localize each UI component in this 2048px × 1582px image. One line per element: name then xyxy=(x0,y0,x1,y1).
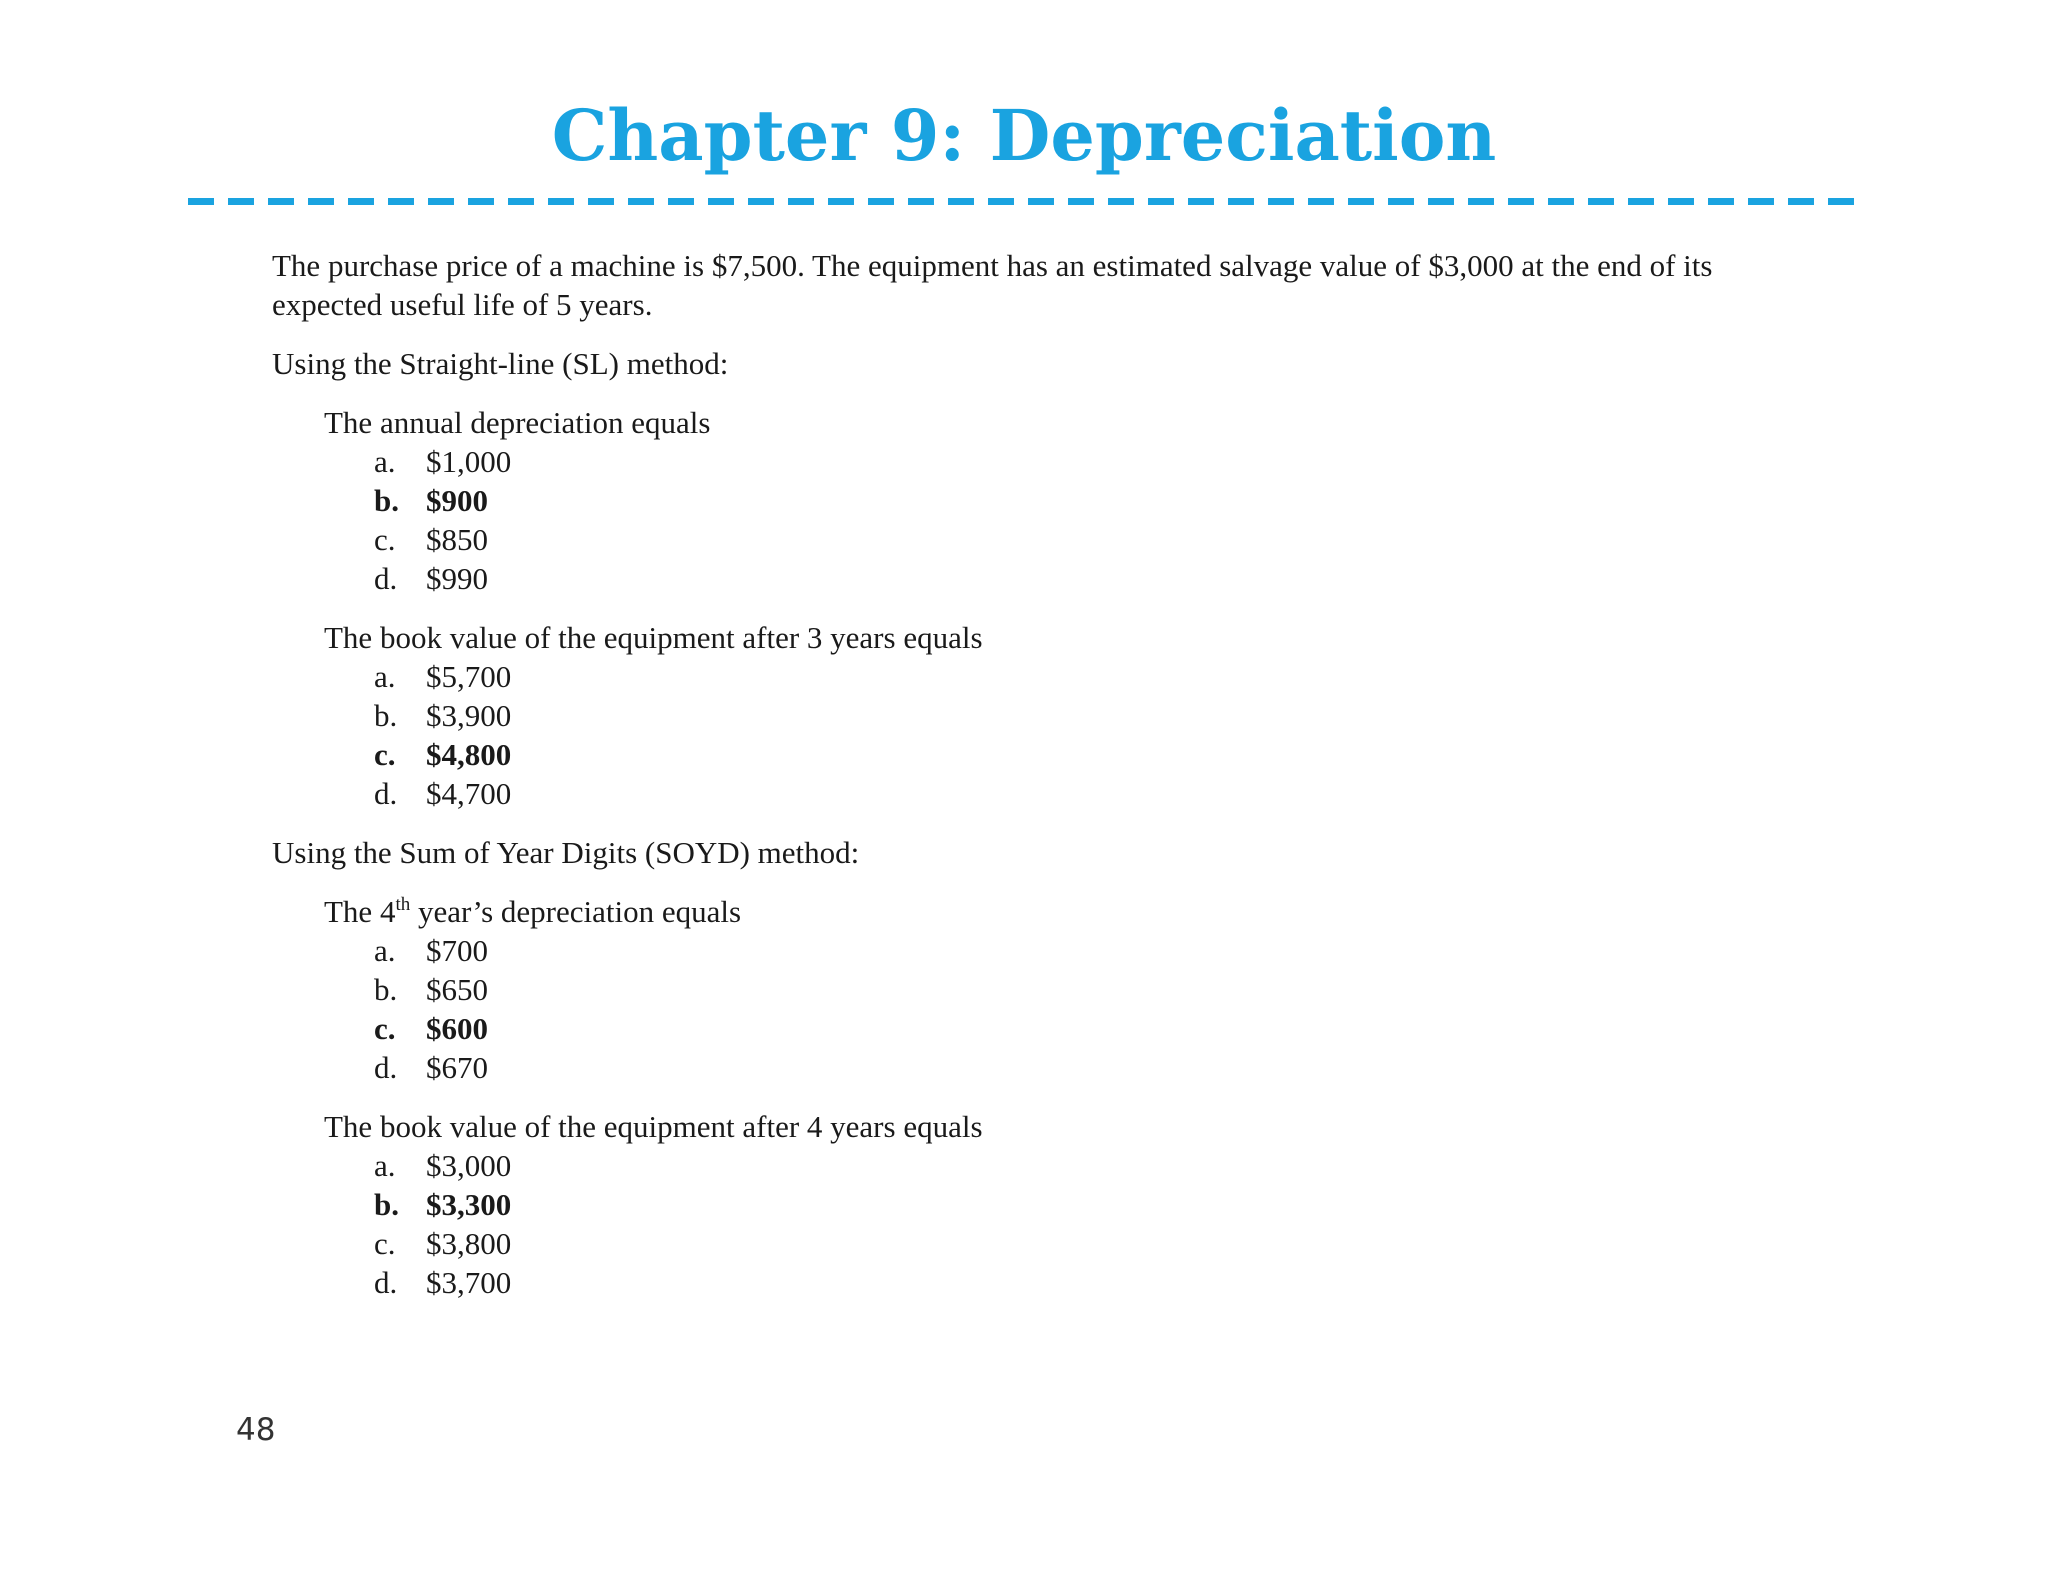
option-item xyxy=(374,696,1732,735)
section-heading-soyd: Using the Sum of Year Digits (SOYD) method: xyxy=(272,835,860,870)
option-list xyxy=(374,442,1732,598)
option-letter: c. xyxy=(374,737,396,772)
option-value: $5,700 xyxy=(426,659,512,694)
option-value: $3,900 xyxy=(426,698,512,733)
option-item xyxy=(374,1146,1732,1185)
option-value: $4,700 xyxy=(426,776,512,811)
option-letter: a. xyxy=(374,659,396,694)
problem-statement: The purchase price of a machine is $7,500. The equipment has an estimated salvage value of $3,000 at the end of its expected useful life of 5 years. xyxy=(272,248,1713,322)
option-value: $700 xyxy=(426,933,488,968)
option-item xyxy=(374,559,1732,598)
option-item xyxy=(374,1048,1732,1087)
option-value: $650 xyxy=(426,972,488,1007)
option-letter: d. xyxy=(374,1265,398,1300)
option-item xyxy=(374,442,1732,481)
question-book-value-3-years xyxy=(324,618,1732,813)
option-value: $600 xyxy=(426,1011,488,1046)
option-item xyxy=(374,931,1732,970)
option-value: $3,300 xyxy=(426,1187,512,1222)
option-list xyxy=(374,931,1732,1087)
option-value: $900 xyxy=(426,483,488,518)
section-heading-sl: Using the Straight-line (SL) method: xyxy=(272,346,729,381)
option-letter: d. xyxy=(374,776,398,811)
option-item xyxy=(374,1263,1732,1302)
option-value: $3,000 xyxy=(426,1148,512,1183)
option-value: $3,700 xyxy=(426,1265,512,1300)
option-item xyxy=(374,520,1732,559)
option-value: $1,000 xyxy=(426,444,512,479)
page-title: Chapter 9: Depreciation xyxy=(551,94,1497,177)
option-list xyxy=(374,1146,1732,1302)
option-value: $3,800 xyxy=(426,1226,512,1261)
question-4th-year-depreciation xyxy=(324,892,1732,1087)
option-item xyxy=(374,774,1732,813)
option-item-correct xyxy=(374,735,1732,774)
option-value: $670 xyxy=(426,1050,488,1085)
option-item xyxy=(374,970,1732,1009)
option-letter: b. xyxy=(374,698,398,733)
dashed-divider xyxy=(188,198,1860,205)
question-annual-depreciation xyxy=(324,403,1732,598)
ordinal-suffix: th xyxy=(395,894,411,915)
page-number: 48 xyxy=(236,1412,276,1448)
option-letter: c. xyxy=(374,522,396,557)
question-text: The book value of the equipment after 3 years equals xyxy=(324,620,983,655)
option-item xyxy=(374,657,1732,696)
option-letter: c. xyxy=(374,1226,396,1261)
option-item xyxy=(374,1224,1732,1263)
question-book-value-4-years xyxy=(324,1107,1732,1302)
option-item-correct xyxy=(374,1185,1732,1224)
option-letter: a. xyxy=(374,933,396,968)
option-letter: b. xyxy=(374,1187,399,1222)
question-text-prefix: The 4 xyxy=(324,894,396,929)
document-body xyxy=(272,246,1732,1322)
question-text-suffix: year’s depreciation equals xyxy=(410,894,742,929)
option-letter: b. xyxy=(374,972,398,1007)
option-value: $4,800 xyxy=(426,737,512,772)
option-letter: d. xyxy=(374,1050,398,1085)
question-text xyxy=(324,892,1732,931)
option-letter: a. xyxy=(374,444,396,479)
option-list xyxy=(374,657,1732,813)
option-letter: b. xyxy=(374,483,399,518)
option-item-correct xyxy=(374,481,1732,520)
question-text: The annual depreciation equals xyxy=(324,405,711,440)
option-letter: c. xyxy=(374,1011,396,1046)
question-text: The book value of the equipment after 4 years equals xyxy=(324,1109,983,1144)
option-value: $990 xyxy=(426,561,488,596)
option-letter: a. xyxy=(374,1148,396,1183)
option-item-correct xyxy=(374,1009,1732,1048)
option-value: $850 xyxy=(426,522,488,557)
option-letter: d. xyxy=(374,561,398,596)
